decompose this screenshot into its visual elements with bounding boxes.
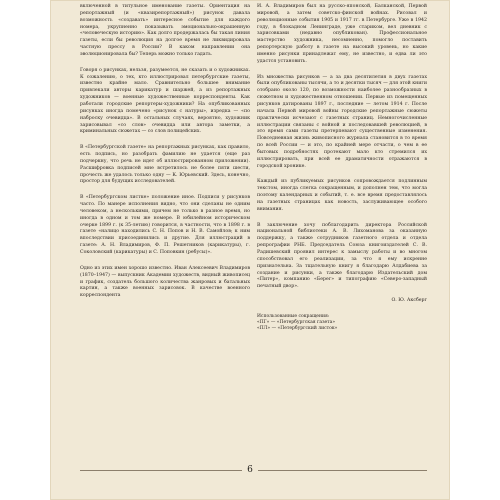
paragraph: включенной в титульное именование газеты. Ориентация на репортажный (и «квазирепортажный») рисунок давала возможность «создавать» интересное событие для каждого номера, укрупненно показывать эмоционально-окрашенную «человеческую историю». Как долго продержалась бы такая линия газеты, если бы революция на долгое время не ликвидировала частную прессу в России? В каком направлении она эволюционировала бы? Теперь можно только гадать. xyxy=(80,4,250,57)
author-signature: О. Ю. Аксберг xyxy=(391,298,427,304)
page-number-wrap xyxy=(50,465,450,475)
page-number: 6 xyxy=(242,465,258,475)
paragraph: В заключение хочу поблагодарить директора Российской национальной библиотеки А. В. Лихоманова за оказанную поддержку, а также сотрудников газетного отдела и отдела репрографии РНБ. Председатель Союза книгоиздателей С. В. Радишевский проявил интерес к замыслу работы и во многом способствовал его реализации, за что я ему искренне признательна. За тщательную книгу я благодарю Алдабиева за создание и рисунки, а также благодарю Издательский дом «Питер», компанию «Берег» и типографию «Северо-западный печатный двор». xyxy=(257,222,427,290)
paragraph: Каждый из публикуемых рисунков сопровождается подлинным текстом, иногда слегка сокращенным, и дополнен тем, что могла поэтому календарных и событий, т. е. все время предоставлялось на газетных страницах как новость, заслуживающее особого внимания. xyxy=(257,179,427,212)
paragraph: Из множества рисунков — а за два десятилетия в двух газетах были опубликованы тысячи, а то и десятки тысяч — для этой книги отобрано около 120, по возможности наиболее разнообразных в сюжетном и художественном отношении. Первые из помещенных рисунков датированы 1897 г., последние — летом 1914 г. После начала Первой мировой войны городские репортажные сюжеты практически исчезают с газетных страниц. Немногочисленные иллюстрации связаны с войной и последовавшей революцией, в это время сами газеты претерпевают существенные изменения. Повседневная жизнь живописного журнала становится в то время по всей России — и это, по крайней мере отчасти, о чем в ее бытовых подробностях протекают мало кто стремился их иллюстрировать, при всей ее драматичности отражаются в городской хронике. xyxy=(257,74,427,169)
paragraph: И. А. Владимиров был на русско-японской, Балканской, Первой мировой, а затем советско-финской войнах. Рисовал и революционные события 1905 и 1917 гг. в Петербурге. Уже в 1942 году, в блокадном Ленинграде, уже стариком, вел дневник с зарисовками (недавно опубликован). Профессиональное мастерство художника, несомненно, помогло поставить репортерскую работу в газете на высокий уровень, но какие именно рисунки принадлежат ему, не известно, и едва ли это удастся установить. xyxy=(257,4,427,64)
paragraph: В «Петербургской газете» на репортажных рисунках, как правило, есть подпись, но разобрать фамилию не удается (еще раз подчеркну, что речь не идет об иллюстрированном приложении). Расшифровка подписей мне встретилось не более пяти шести, прочесть же удалось только одну — К. Юрьевский. Здесь, конечно, простор для будущих исследователей. xyxy=(80,145,250,185)
paragraph: Одно из этих имен хорошо известно. Иван Алексеевич Владимиров (1870–1947) — выпускник Академии художеств, видный живописец и график, создатель большого количества жанровых и батальных картин, а также военных зарисовок. В качестве военного корреспондента xyxy=(80,265,250,299)
paragraph: В «Петербургском листке» положение иное. Подписи у рисунков часто. По манере исполнения видно, что они сделаны не одним человеком, а несколькими, причем не только в разное время, но иногда в одном и том же номере. В юбилейном историческом очерке 1899 г. (к 35-летию) говорится, в частности, что в 1898 г. в газете «налицо находились С. Н. Попов и Н. В. Самойлов; к ним впоследствии присоединились и другие. Для иллюстраций в газете: А. Н. Владимиров, Ф. П. Решетников (карикатуры), г. Соколовский (карикатуры) и С. Поповкин (ребусы)». xyxy=(80,195,250,255)
abbreviations-block xyxy=(257,314,427,332)
abbreviation-item: «ПГ» — «Петербургская газета» xyxy=(257,319,336,325)
right-column xyxy=(257,4,427,332)
left-column xyxy=(80,4,250,309)
abbreviations-title: Использованные сокращения: xyxy=(257,313,330,319)
paragraph: Говоря о рисунках, нельзя, разумеется, не сказать и о художниках. К сожалению, о тех, кто иллюстрировал петербургские газеты, известно крайне мало. Сравнительно большее внимание привлекали авторы карикатур и шаржей, а из репортажных художников — военные художественные корреспонденты. Как работали городские репортеры-художники? На опубликованных рисунках иногда помечено «рисунок с натуры», изредка — «по наброску очевидца». В остальных случаях, вероятно, художник зарисовывал «со слов» очевидца или автора заметки, а криминальных сюжетах — со слов полицейских. xyxy=(80,67,250,135)
abbreviation-item: «ПЛ» — «Петербургский листок» xyxy=(257,325,338,331)
book-page xyxy=(50,0,450,500)
